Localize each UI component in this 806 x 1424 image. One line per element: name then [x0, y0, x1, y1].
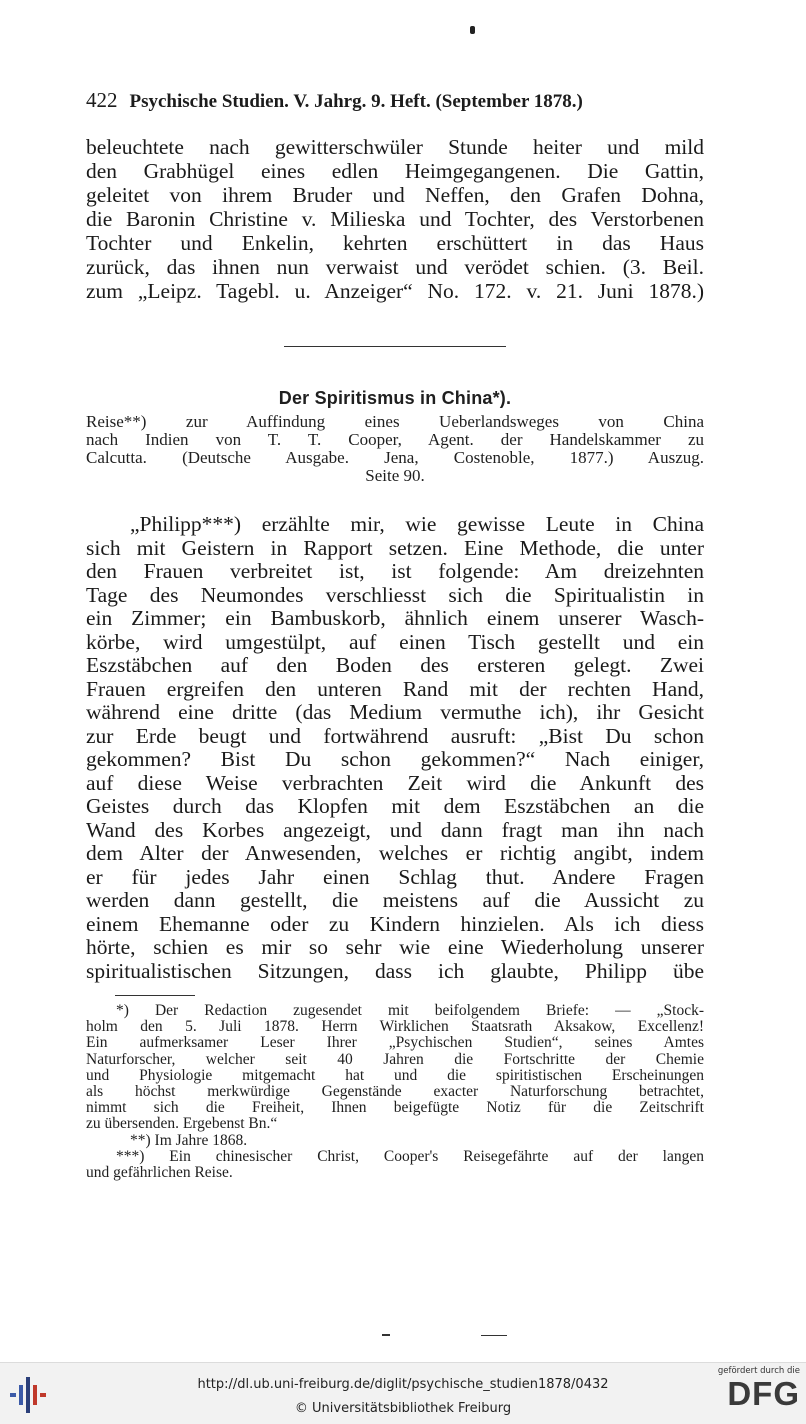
source-line: Seite 90.	[365, 467, 425, 485]
text-line: ein Zimmer; ein Bambuskorb, ähnlich einem unserer Wasch-	[86, 607, 704, 630]
source-line: Reise**) zur Auffindung eines Ueberlandsweges von China	[86, 413, 704, 431]
running-head	[86, 88, 706, 113]
text-line: während eine dritte (das Medium vermuthe ich), ihr Gesicht	[86, 701, 704, 724]
text-line: Tage des Neumondes verschliesst sich die Spiritualistin in	[86, 583, 704, 607]
text-line: „Philipp***) erzählte mir, wie gewisse Leute in China	[130, 513, 704, 536]
text-line: gekommen? Bist Du schon gekommen?“ Nach einiger,	[86, 748, 704, 771]
footnote-line: *) Der Redaction zugesendet mit beifolgendem Briefe: — „Stock-	[116, 1003, 704, 1019]
dfg-logo-icon	[712, 1367, 800, 1421]
bottom-rule	[481, 1335, 507, 1336]
footnote-line: ***) Ein chinesischer Christ, Cooper's Reisegefährte auf der langen	[116, 1148, 704, 1165]
text-line: Tochter und Enkelin, kehrten erschüttert in das Haus	[86, 231, 704, 255]
footnote-line: zu übersenden. Ergebenst Bn.“	[86, 1116, 278, 1133]
source-line: nach Indien von T. T. Cooper, Agent. der Handelskammer zu	[86, 431, 704, 449]
footnote-line: nimmt sich die Freiheit, Ihnen beigefügte Notiz für die Zeitschrift	[86, 1100, 704, 1117]
text-line: körbe, wird umgestülpt, auf einen Tisch gestellt und ein	[86, 630, 704, 654]
viewer-footer	[0, 1362, 806, 1424]
text-line: zurück, das ihnen nun verwaist und verödet schien. (3. Beil.	[86, 255, 704, 279]
footnote-line: holm den 5. Juli 1878. Herrn Wirklichen Staatsrath Aksakow, Excellenz!	[86, 1019, 704, 1036]
section-divider	[284, 346, 506, 347]
source-line: Calcutta. (Deutsche Ausgabe. Jena, Costenoble, 1877.) Auszug.	[86, 449, 704, 467]
text-line: werden dann gestellt, die meistens auf die Aussicht zu	[86, 889, 704, 912]
footnote-rule	[115, 995, 195, 996]
dfg-tagline: gefördert durch die	[717, 1366, 800, 1376]
text-line: auf diese Weise verbrachten Zeit wird die Ankunft des	[86, 771, 704, 795]
text-line: Wand des Korbes angezeigt, und dann fragt man ihn nach	[86, 818, 704, 842]
page-number: 422	[86, 88, 118, 112]
text-line: zur Erde beugt und fortwährend ausruft: „Bist Du schon	[86, 724, 704, 748]
article-heading: Der Spiritismus in China*).	[278, 388, 512, 408]
copyright-text: © Universitätsbibliothek Freiburg	[294, 1401, 512, 1416]
text-line: einem Ehemanne oder zu Kindern hinzielen. Als ich diess	[86, 912, 704, 936]
footnotes	[86, 1003, 704, 1181]
ink-mark	[470, 26, 475, 34]
paragraph-continued	[86, 135, 704, 303]
dfg-logo-text: DFG	[727, 1375, 800, 1412]
text-line: zum „Leipz. Tagebl. u. Anzeiger“ No. 172. v. 21. Juni 1878.)	[86, 279, 704, 303]
footnote-line: Ein aufmerksamer Leser Ihrer „Psychischen Studien“, seines Amtes	[86, 1035, 704, 1052]
text-line: den Frauen verbreitet ist, ist folgende: Am dreizehnten	[86, 560, 704, 583]
permalink-url[interactable]: http://dl.ub.uni-freiburg.de/diglit/psychische_studien1878/0432	[197, 1377, 609, 1392]
article-body	[86, 513, 704, 983]
text-line: die Baronin Christine v. Milieska und Tochter, des Verstorbenen	[86, 207, 704, 231]
running-title: Psychische Studien. V. Jahrg. 9. Heft. (September 1878.)	[129, 91, 583, 112]
footnote-line: und Physiologie mitgemacht hat und die spiritistischen Erscheinungen	[86, 1067, 704, 1084]
text-line: den Grabhügel eines edlen Heimgegangenen. Die Gattin,	[86, 159, 704, 183]
ink-mark	[382, 1334, 390, 1336]
text-line: dem Alter der Anwesenden, welches er richtig angibt, indem	[86, 842, 704, 865]
text-line: Geistes durch das Klopfen mit dem Eszstäbchen an die	[86, 795, 704, 818]
text-line: beleuchtete nach gewitterschwüler Stunde heiter und mild	[86, 135, 704, 159]
footnote-line: **) Im Jahre 1868.	[130, 1132, 248, 1149]
footnote-line: Naturforscher, welcher seit 40 Jahren die Fortschritte der Chemie	[86, 1051, 704, 1068]
footnote-line: als höchst merkwürdige Gegenstände exacter Naturforschung betrachtet,	[86, 1083, 704, 1100]
text-line: hörte, schien es mir so sehr wie eine Wiederholung unserer	[86, 936, 704, 959]
text-line: er für jedes Jahr einen Schlag thut. Andere Fragen	[86, 865, 704, 889]
text-line: sich mit Geistern in Rapport setzen. Eine Methode, die unter	[86, 536, 704, 560]
text-line: geleitet von ihrem Bruder und Neffen, den Grafen Dohna,	[86, 183, 704, 207]
text-line: spiritualistischen Sitzungen, dass ich glaubte, Philipp übe	[86, 959, 704, 983]
article-source	[86, 413, 704, 485]
text-line: Eszstäbchen auf den Boden des ersteren gelegt. Zwei	[86, 654, 704, 677]
text-line: Frauen ergreifen den unteren Rand mit der rechten Hand,	[86, 677, 704, 701]
footnote-line: und gefährlichen Reise.	[86, 1164, 233, 1181]
